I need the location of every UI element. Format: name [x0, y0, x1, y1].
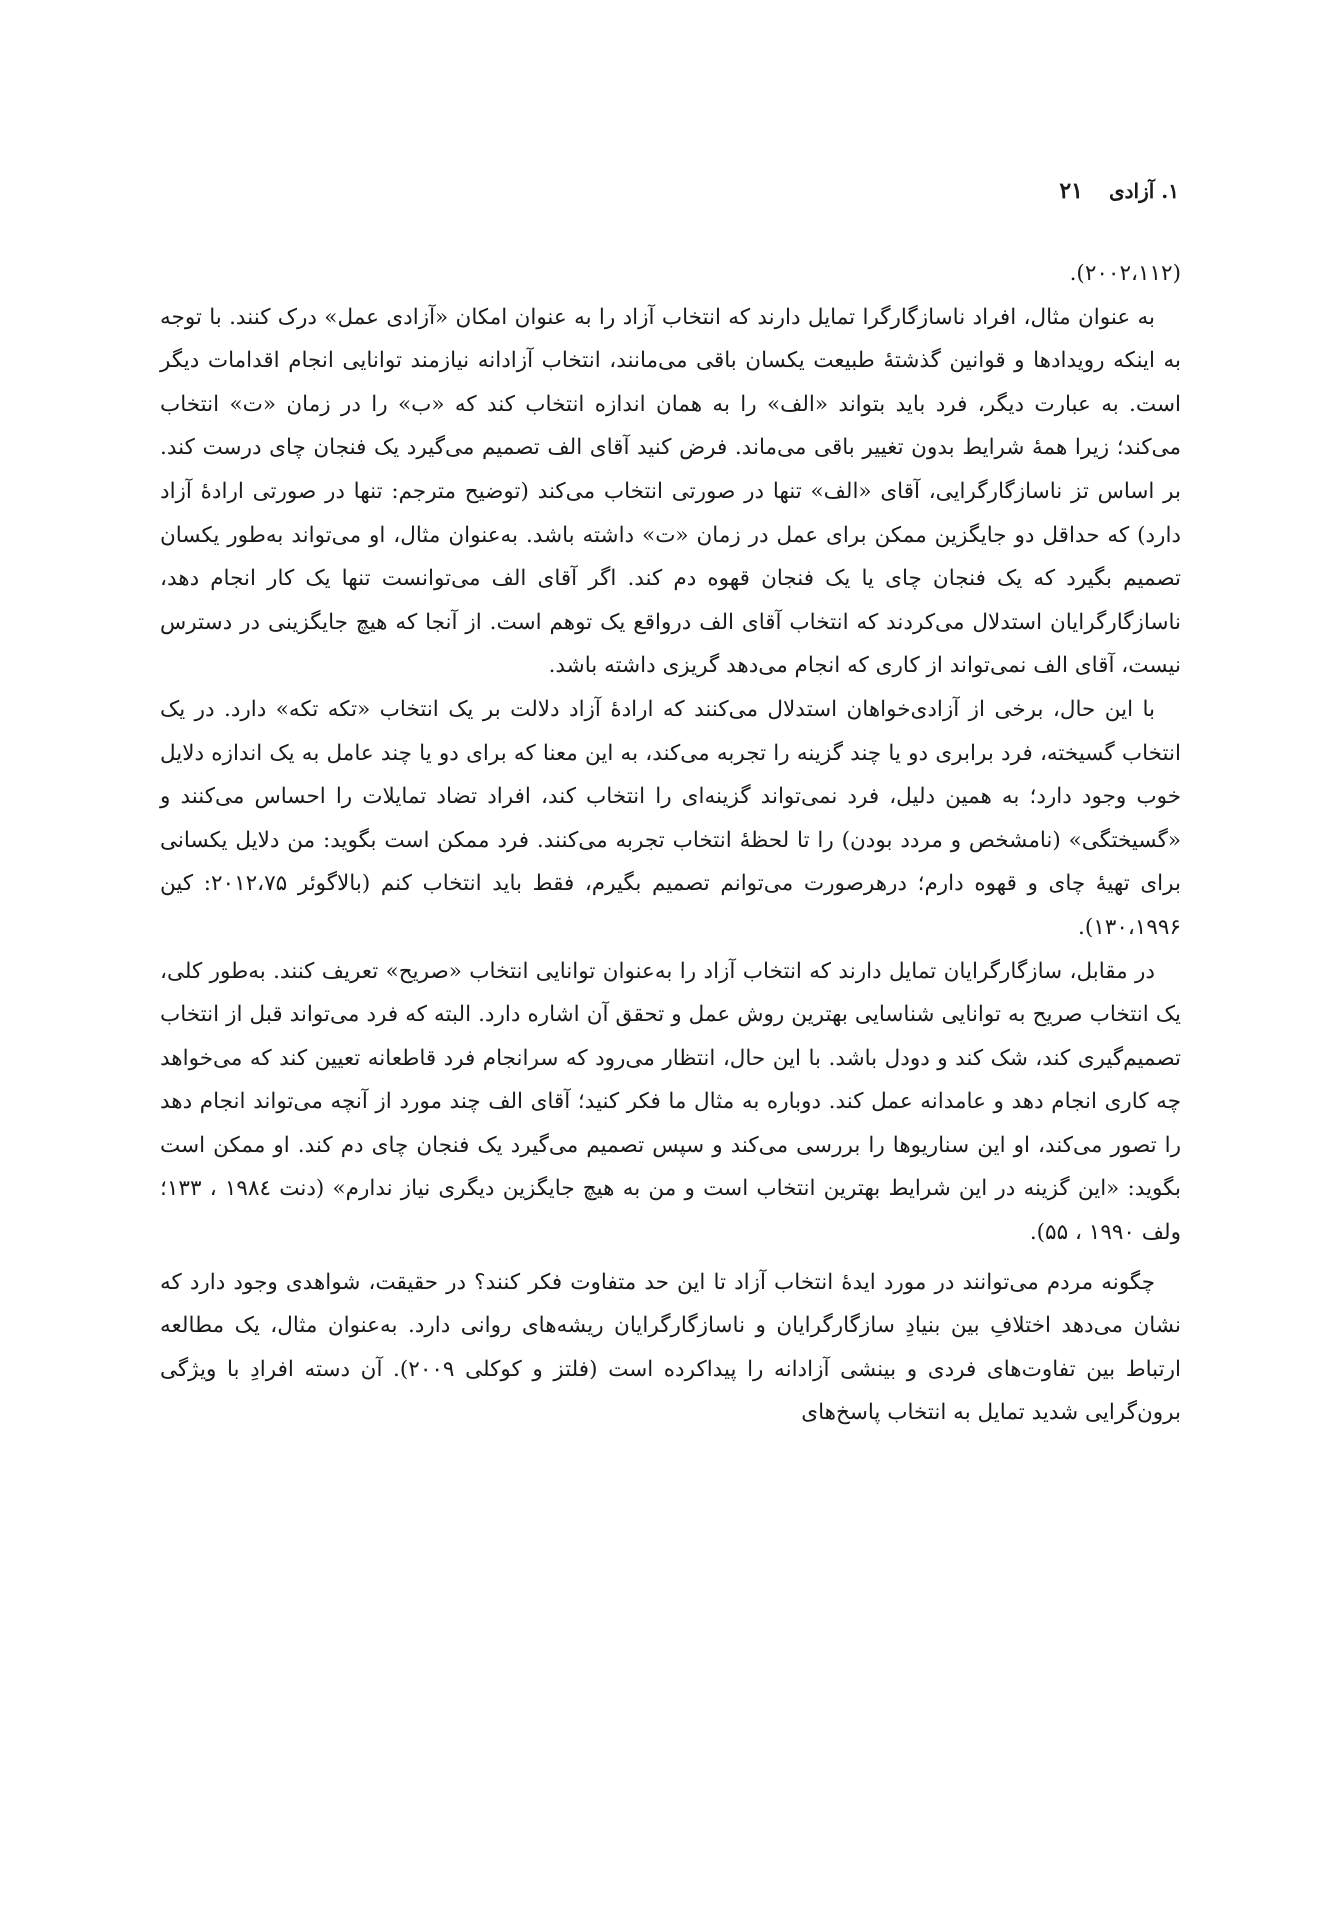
paragraph: با این حال، برخی از آزادی‌خواهان استدلال می‌کنند که ارادهٔ آزاد دلالت بر یک انتخاب «تکه تکه» دارد. در یک انتخاب گسیخته، فرد برابری دو یا چند گزینه را تجربه می‌کند، به این معنا که برای دو یا چند عامل به یک اندازه دلایل خوب وجود دارد؛ به همین دلیل، فرد نمی‌تواند گزینه‌ای را انتخاب کند، افراد تضاد تمایلات را احساس می‌کنند و «گسیختگی» (نامشخص و مردد بودن) را تا لحظهٔ انتخاب تجربه می‌کنند. فرد ممکن است بگوید: من دلایل یکسانی برای تهیهٔ چای و قهوه دارم؛ درهرصورت می‌توانم تصمیم بگیرم، فقط باید انتخاب کنم (بالاگوئر ۲۰۱۲،۷۵: کین ۱۳۰،۱۹۹۶).	[160, 696, 1181, 940]
running-header	[1059, 176, 1179, 206]
chapter-title: ۱. آزادی	[1108, 179, 1179, 203]
page-number: ۲۱	[1059, 178, 1083, 204]
paragraph: چگونه مردم می‌توانند در مورد ایدهٔ انتخاب آزاد تا این حد متفاوت فکر کنند؟ در حقیقت، شواهدی وجود دارد که نشان می‌دهد اختلافِ بین بنیادِ سازگارگرایان و ناسازگارگرایان ریشه‌های روانی دارد. به‌عنوان مثال، یک مطالعه ارتباط بین تفاوت‌های فردی و بینشی آزادانه را پیداکرده است (فلتز و کوکلی ۲۰۰۹). آن دسته افرادِ با ویژگی برون‌گرایی شدید تمایل به انتخاب پاسخ‌های	[160, 1269, 1181, 1426]
body-text	[160, 252, 1181, 1435]
paragraph: در مقابل، سازگارگرایان تمایل دارند که انتخاب آزاد را به‌عنوان توانایی انتخاب «صریح» تعریف کنند. به‌طور کلی، یک انتخاب صریح به توانایی شناسایی بهترین روش عمل و تحقق آن اشاره دارد. البته که فرد می‌تواند قبل از انتخاب تصمیم‌گیری کند، شک کند و دودل باشد. با این حال، انتظار می‌رود که سرانجام فرد قاطعانه تعیین کند که می‌خواهد چه کاری انجام دهد و عامدانه عمل کند. دوباره به مثال ما فکر کنید؛ آقای الف چند مورد از آنچه می‌تواند انجام دهد را تصور می‌کند، او این سناریوها را بررسی می‌کند و سپس تصمیم می‌گیرد یک فنجان چای دم کند. او ممکن است بگوید: «این گزینه در این شرایط بهترین انتخاب است و من به هیچ جایگزین دیگری نیاز ندارم» (دنت ۱۹۸٤ ، ۱۳۳؛ ولف ۱۹۹۰ ، ۵۵).	[160, 958, 1182, 1246]
paragraph: به عنوان مثال، افراد ناسازگارگرا تمایل دارند که انتخاب آزاد را به عنوان امکان «آزادی عمل» درک کنند. با توجه به اینکه رویدادها و قوانین گذشتهٔ طبیعت یکسان باقی می‌مانند، انتخاب آزادانه نیازمند توانایی انجام اقدامات دیگر است. به عبارت دیگر، فرد باید بتواند «الف» را به همان اندازه انتخاب کند که «ب» را در زمان «ت» انتخاب می‌کند؛ زیرا همهٔ شرایط بدون تغییر باقی می‌ماند. فرض کنید آقای الف تصمیم می‌گیرد یک فنجان چای درست کند. بر اساس تز ناسازگارگرایی، آقای «الف» تنها در صورتی انتخاب می‌کند (توضیح مترجم: تنها در صورتی ارادهٔ آزاد دارد) که حداقل دو جایگزین ممکن برای عمل در زمان «ت» داشته باشد. به‌عنوان مثال، او می‌تواند به‌طور یکسان تصمیم بگیرد که یک فنجان چای یا یک فنجان قهوه دم کند. اگر آقای الف می‌توانست تنها یک کار انجام دهد، ناسازگارگرایان استدلال می‌کردند که انتخاب آقای الف درواقع یک توهم است. از آنجا که هیچ جایگزینی در دسترس نیست، آقای الف نمی‌تواند از کاری که انجام می‌دهد گریزی داشته باشد.	[160, 304, 1181, 679]
paragraph-citation-fragment: (۲۰۰۲،۱۱۲).	[1069, 261, 1181, 286]
